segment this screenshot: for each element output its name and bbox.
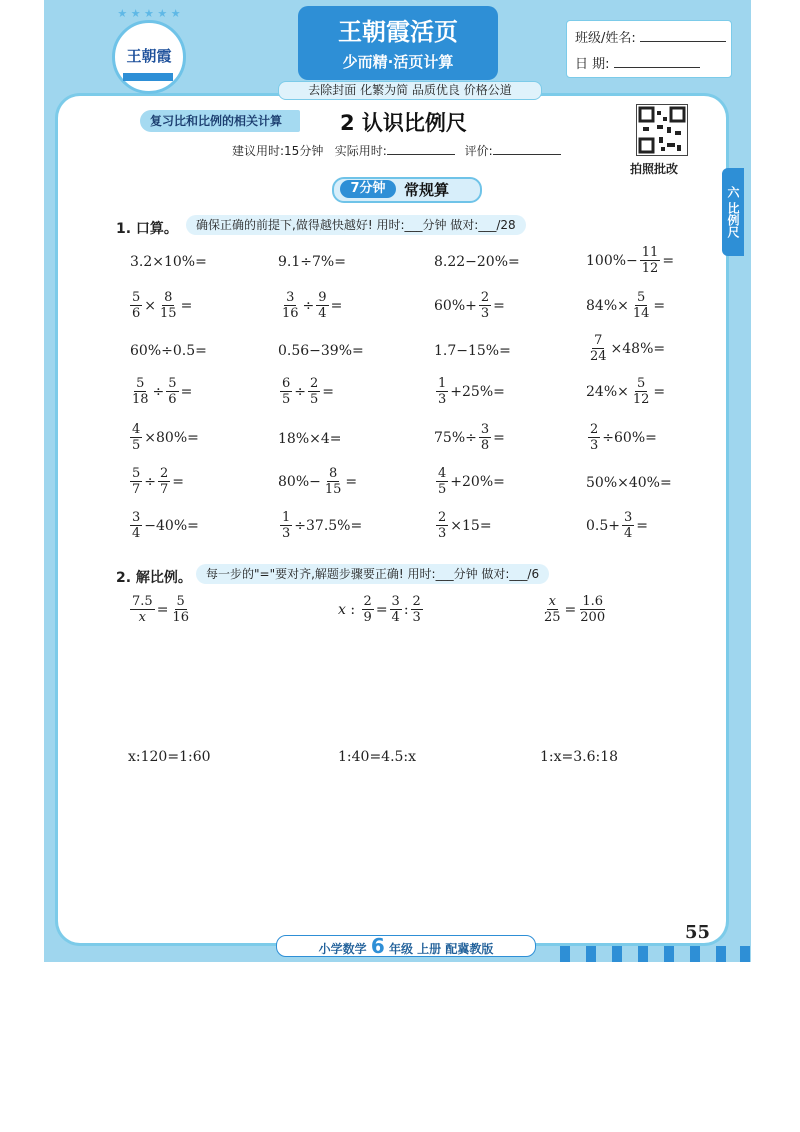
fraction: $\frac{3}{4}$ bbox=[391, 594, 400, 625]
exercise: 60%+ $\frac{2}{3}$ = bbox=[434, 290, 505, 321]
evaluation-field[interactable] bbox=[493, 144, 561, 155]
fraction: $\frac{1.6}{200}$ bbox=[580, 594, 606, 625]
exercise: $\frac{7}{24}$ ×48%= bbox=[590, 333, 666, 364]
exercise: 50%×40%= bbox=[586, 475, 672, 491]
fraction: $\frac{7}{24}$ bbox=[590, 333, 607, 364]
section-name: 常规算 bbox=[404, 181, 450, 199]
lesson-title: 2 认识比例尺 bbox=[340, 111, 467, 135]
fraction: $\frac{1}{3}$ bbox=[438, 376, 447, 407]
exercise: 24%× $\frac{5}{12}$ = bbox=[586, 376, 666, 407]
fraction: $\frac{3}{4}$ bbox=[132, 510, 141, 541]
fraction: $\frac{5}{16}$ bbox=[172, 594, 189, 625]
fraction: $\frac{1}{3}$ bbox=[282, 510, 291, 541]
exercise: $\frac{5}{6}$ × $\frac{8}{15}$ = bbox=[132, 290, 193, 321]
q2-title: 2. 解比例。 bbox=[116, 570, 192, 586]
date-label: 日 期: bbox=[575, 57, 610, 72]
exercise: $\frac{3}{4}$ −40%= bbox=[132, 510, 199, 541]
footer-label: 小学数学 6 年级 上册 配冀教版 bbox=[276, 935, 536, 957]
exercise: 18%×4= bbox=[278, 431, 342, 447]
brand-subtitle: 少而精·活页计算 bbox=[342, 53, 454, 71]
fraction: $\frac{3}{8}$ bbox=[480, 422, 490, 453]
exercise-text: 100%− bbox=[586, 252, 638, 269]
fraction: $\frac{2}{3}$ bbox=[480, 290, 490, 321]
fraction: $\frac{2}{3}$ bbox=[412, 594, 421, 625]
fraction: $\frac{5}{6}$ bbox=[168, 376, 177, 407]
fraction: $\frac{11}{12}$ bbox=[641, 245, 659, 276]
fraction: $\frac{5}{12}$ bbox=[632, 376, 650, 407]
q1-note: 确保正确的前提下,做得越快越好! 用时:___分钟 做对:___/28 bbox=[186, 215, 526, 235]
q2-note: 每一步的"="要对齐,解题步骤要正确! 用时:___分钟 做对:___/6 bbox=[196, 564, 549, 584]
brand-title: 王朝霞活页 bbox=[338, 18, 458, 46]
fraction: $\frac{3}{4}$ bbox=[624, 510, 633, 541]
qr-code[interactable] bbox=[636, 104, 688, 156]
exercise: 1.7−15%= bbox=[434, 343, 511, 359]
exercise: $\frac{2}{3}$ ÷60%= bbox=[590, 422, 657, 453]
section-minutes: 7分钟 bbox=[340, 180, 396, 198]
exercise bbox=[434, 254, 520, 270]
exercise bbox=[130, 254, 207, 270]
date-row bbox=[575, 53, 700, 72]
exercise: $\frac{4}{5}$ ×80%= bbox=[132, 422, 199, 453]
fraction: $\frac{3}{16}$ bbox=[282, 290, 299, 321]
exercise: $\frac{1}{3}$ ÷37.5%= bbox=[282, 510, 363, 541]
fraction: $\frac{4}{5}$ bbox=[438, 466, 447, 497]
class-name-label: 班级/姓名: bbox=[575, 31, 636, 46]
fraction: $\frac{5}{18}$ bbox=[132, 376, 149, 407]
fraction: $\frac{4}{5}$ bbox=[132, 422, 141, 453]
exercise: 80%− $\frac{8}{15}$ = bbox=[278, 466, 358, 497]
exercise: $\frac{5}{7}$ ÷ $\frac{2}{7}$ = bbox=[132, 466, 185, 497]
exercise bbox=[278, 254, 346, 270]
fraction: $\frac{2}{3}$ bbox=[590, 422, 599, 453]
proportion: 1:40=4.5:x bbox=[338, 749, 417, 765]
slogan: 去除封面 化繁为简 品质优良 价格公道 bbox=[278, 81, 542, 100]
proportion: 1:x=3.6:18 bbox=[540, 749, 619, 765]
proportion: x : $\frac{2}{9}$ = $\frac{3}{4}$ : $\frac{2}{3}$ bbox=[338, 594, 421, 625]
logo-text: 王朝霞 bbox=[126, 47, 172, 65]
class-name-row bbox=[575, 27, 726, 46]
fraction: $\frac{8}{15}$ bbox=[324, 466, 342, 497]
footer-stripes bbox=[560, 946, 750, 962]
exercise: 75%÷ $\frac{3}{8}$ = bbox=[434, 422, 505, 453]
fraction: $\frac{6}{5}$ bbox=[282, 376, 291, 407]
fraction: $\frac{5}{7}$ bbox=[132, 466, 141, 497]
fraction: $\frac{8}{15}$ bbox=[160, 290, 177, 321]
exercise-text: 9.1÷7%= bbox=[278, 254, 346, 270]
evaluation-label: 评价: bbox=[464, 144, 493, 158]
class-name-field[interactable] bbox=[640, 31, 726, 42]
exercise: $\frac{2}{3}$ ×15= bbox=[438, 510, 492, 541]
q1-title: 1. 口算。 bbox=[116, 221, 178, 237]
brand-banner bbox=[298, 6, 498, 80]
fraction: $\frac{5}{6}$ bbox=[132, 290, 141, 321]
exercise: $\frac{6}{5}$ ÷ $\frac{2}{5}$ = bbox=[282, 376, 335, 407]
time-line bbox=[232, 142, 567, 159]
exercise: 60%÷0.5= bbox=[130, 343, 207, 359]
exercise: $\frac{4}{5}$ +20%= bbox=[438, 466, 505, 497]
exercise: $\frac{1}{3}$ +25%= bbox=[438, 376, 505, 407]
grade-number: 6 bbox=[370, 934, 385, 958]
actual-time-label: 实际用时: bbox=[334, 144, 387, 158]
side-tab: 六 比例尺 bbox=[722, 168, 744, 256]
stars-decoration: ★ ★ ★ ★ ★ bbox=[117, 7, 181, 20]
proportion: x:120=1:60 bbox=[128, 749, 211, 765]
fraction: $\frac{2}{5}$ bbox=[310, 376, 319, 407]
exercise: 0.5+ $\frac{3}{4}$ = bbox=[586, 510, 649, 541]
fraction: $\frac{2}{9}$ bbox=[363, 594, 372, 625]
fraction: $\frac{5}{14}$ bbox=[632, 290, 650, 321]
fraction: $\frac{2}{7}$ bbox=[160, 466, 169, 497]
exercise: 100%− $\frac{11}{12}$ = bbox=[586, 245, 675, 276]
student-info-box bbox=[566, 20, 732, 78]
exercise: 84%× $\frac{5}{14}$ = bbox=[586, 290, 666, 321]
date-field[interactable] bbox=[614, 57, 700, 68]
exercise-text: 3.2×10%= bbox=[130, 254, 207, 270]
exercise: $\frac{3}{16}$ ÷ $\frac{9}{4}$ = bbox=[282, 290, 343, 321]
fraction: $\frac{2}{3}$ bbox=[438, 510, 447, 541]
review-tag: 复习比和比例的相关计算 bbox=[140, 110, 300, 132]
suggest-time: 建议用时:15分钟 bbox=[232, 144, 324, 158]
fraction: $\frac{x}{25}$ bbox=[544, 594, 561, 625]
fraction: $\frac{9}{4}$ bbox=[318, 290, 327, 321]
fraction: $\frac{7.5}{x}$ bbox=[132, 594, 153, 625]
exercise: 0.56−39%= bbox=[278, 343, 364, 359]
logo-ribbon bbox=[123, 73, 173, 81]
exercise-text: 8.22−20%= bbox=[434, 254, 520, 270]
exercise: $\frac{5}{18}$ ÷ $\frac{5}{6}$ = bbox=[132, 376, 193, 407]
qr-label: 拍照批改 bbox=[630, 162, 679, 176]
proportion: $\frac{x}{25}$ = $\frac{1.6}{200}$ bbox=[544, 594, 606, 625]
proportion: $\frac{7.5}{x}$ = $\frac{5}{16}$ bbox=[132, 594, 189, 625]
actual-time-field[interactable] bbox=[387, 144, 455, 155]
section-badge bbox=[332, 177, 482, 203]
logo bbox=[112, 7, 186, 94]
page-number: 55 bbox=[685, 922, 711, 943]
